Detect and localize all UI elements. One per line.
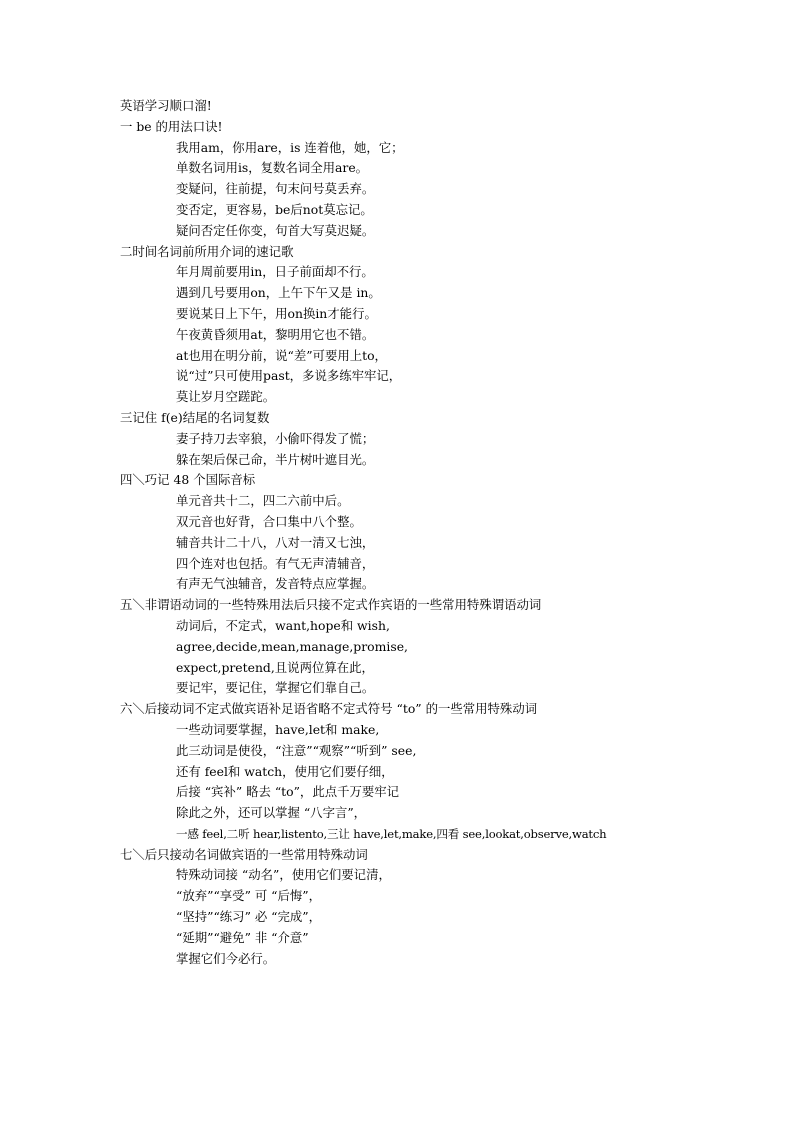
section-heading: 七＼后只接动名词做宾语的一些常用特殊动词 — [120, 846, 368, 862]
section-heading: 四＼巧记 48 个国际音标 — [120, 472, 256, 488]
document-title: 英语学习顺口溜! — [120, 98, 212, 113]
verse-line: 躲在架后保己命，半片树叶遮目光。 — [176, 451, 375, 467]
verse-line: 变疑问，往前提，句末问号莫丢弃。 — [176, 181, 375, 197]
verse-line: “延期”“避免” 非 “介意” — [176, 929, 309, 945]
verse-line: 后接 “宾补” 略去 “to”，此点千万要牢记 — [176, 784, 400, 800]
verse-line: “坚持”“练习” 必 “完成”， — [176, 909, 322, 925]
verse-line: 妻子持刀去宰狼，小偷吓得发了慌； — [176, 430, 375, 446]
verse-line: 除此之外，还可以掌握 “八字言”， — [176, 805, 367, 821]
verse-line: at也用在明分前，说“差”可要用上to， — [176, 347, 387, 363]
verse-line: 遇到几号要用on，上午下午又是 in。 — [176, 285, 381, 301]
section-heading: 一 be 的用法口诀! — [120, 118, 223, 134]
verse-line: 辅音共计二十八，八对一清又七浊， — [176, 534, 375, 550]
verse-line: 四个连对也包括。有气无声清辅音， — [176, 555, 375, 571]
verse-line: 要记牢，要记住，掌握它们靠自己。 — [176, 680, 375, 696]
verse-line: 我用am，你用are，is 连着他，她，它； — [176, 139, 404, 155]
section-heading: 三记住 f(e)结尾的名词复数 — [120, 409, 270, 425]
verse-line: expect,pretend,且说两位算在此， — [176, 659, 374, 675]
section-heading: 六＼后接动词不定式做宾语补足语省略不定式符号 “to” 的一些常用特殊动词 — [120, 701, 538, 717]
verse-line: agree,decide,mean,manage,promise, — [176, 638, 408, 654]
verse-line: 掌握它们今必行。 — [176, 950, 276, 966]
verse-line: 单数名词用is，复数名词全用are。 — [176, 160, 369, 176]
verse-line: 有声无气浊辅音，发音特点应掌握。 — [176, 576, 375, 592]
document-body — [120, 96, 780, 969]
verse-line: 单元音共十二，四二六前中后。 — [176, 493, 350, 509]
verse-line: 疑问否定任你变，句首大写莫迟疑。 — [176, 222, 375, 238]
verse-line: 还有 feel和 watch，使用它们要仔细， — [176, 763, 394, 779]
section-heading: 二时间名词前所用介词的速记歌 — [120, 243, 294, 259]
verse-line: 要说某日上下午，用on换in才能行。 — [176, 305, 377, 321]
section-heading: 五＼非谓语动词的一些特殊用法后只接不定式作宾语的一些常用特殊谓语动词 — [120, 597, 542, 613]
verse-line: 年月周前要用in，日子前面却不行。 — [176, 264, 374, 280]
verse-line: “放弃”“享受” 可 “后悔”， — [176, 888, 322, 904]
verse-line: 此三动词是使役，“注意”“观察”“听到” see, — [176, 742, 417, 758]
verse-line: 说“过”只可使用past，多说多练牢牢记， — [176, 368, 402, 384]
verse-line: 特殊动词接 “动名”，使用它们要记清， — [176, 867, 391, 883]
verse-line: 莫让岁月空蹉跎。 — [176, 389, 276, 405]
verse-line: 双元音也好背，合口集中八个整。 — [176, 513, 362, 529]
verse-line: 一些动词要掌握，have,let和 make, — [176, 721, 380, 737]
verse-line: 变否定，更容易，be后not莫忘记。 — [176, 201, 373, 217]
verse-line: 动词后，不定式，want,hope和 wish, — [176, 617, 390, 633]
verse-line: 一感 feel,二听 hear,listento,三让 have,let,make,四看 see,lookat,observe,watch — [176, 826, 607, 841]
verse-line: 午夜黄昏须用at，黎明用它也不错。 — [176, 326, 375, 342]
